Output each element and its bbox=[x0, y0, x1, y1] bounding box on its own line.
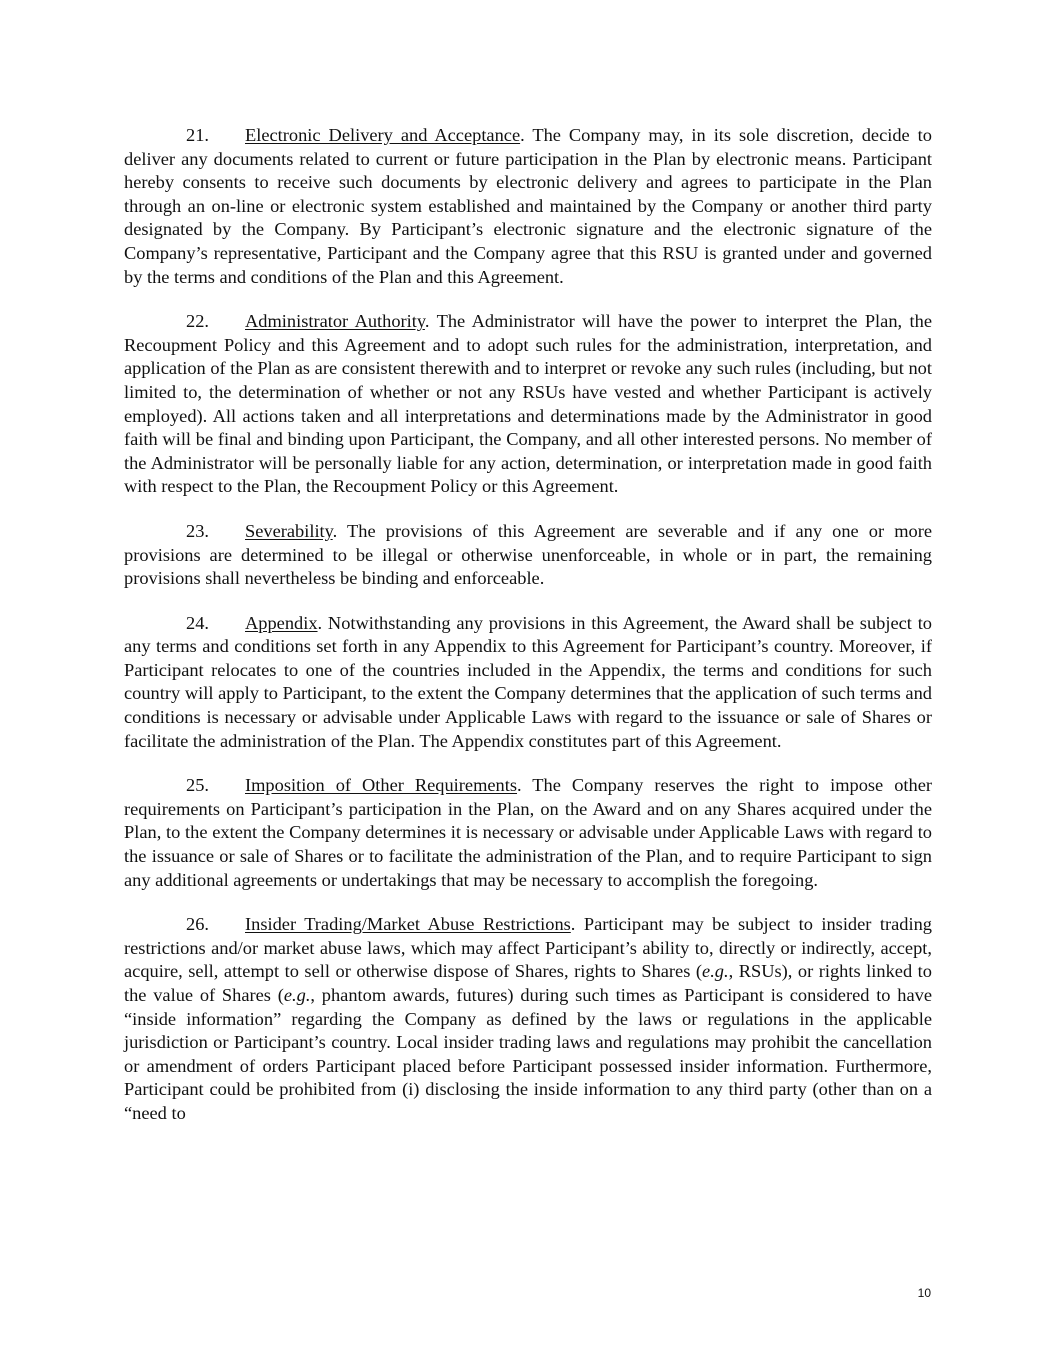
section-number: 22. bbox=[186, 311, 209, 332]
section-24 bbox=[124, 612, 932, 754]
section-body: . The Administrator will have the power to interpret the Plan, the Recoupment Policy and this Agreement and to adopt such rules for the administration, interpretation, and application of the Plan as are consistent therewith and to interpret or revoke any such rules (including, but not limited to, the determination of whether or not any RSUs have vested and whether Participant is actively employed). All actions taken and all interpretations and determinations made by the Administrator in good faith will be final and binding upon Participant, the Company, and all other interested persons. No member of the Administrator will be personally liable for any action, determination, or interpretation made in good faith with respect to the Plan, the Recoupment Policy or this Agreement. bbox=[124, 311, 933, 497]
section-body: . The Company reserves the right to impose other requirements on Participant’s participation in the Plan, on the Award and on any Shares acquired under the Plan, to the extent the Company determines it is necessary or advisable under Applicable Laws with regard to the issuance or sale of Shares or to facilitate the administration of the Plan, and to require Participant to sign any additional agreements or undertakings that may be necessary to accomplish the foregoing. bbox=[124, 775, 932, 890]
section-body: . Notwithstanding any provisions in this Agreement, the Award shall be subject to any terms and conditions set forth in any Appendix to this Agreement for Participant’s country. Moreover, if Participant relocates to one of the countries included in the Appendix, the terms and conditions for such country will apply to Participant, to the extent the Company determines that the application of such terms and conditions is necessary or advisable under Applicable Laws with regard to the issuance or sale of Shares or facilitate the administration of the Plan. The Appendix constitutes part of this Agreement. bbox=[124, 612, 932, 751]
page-number: 10 bbox=[917, 1286, 931, 1300]
italic-eg: e.g. bbox=[283, 985, 311, 1005]
section-23 bbox=[124, 520, 932, 591]
section-number: 26. bbox=[186, 914, 209, 935]
section-heading: Severability bbox=[245, 520, 333, 541]
section-heading: Administrator Authority bbox=[245, 311, 425, 332]
section-body: . The provisions of this Agreement are severable and if any one or more provisions are determined to be illegal or otherwise unenforceable, in whole or in part, the remaining provisions shall nevertheless be binding and enforceable. bbox=[124, 520, 932, 589]
section-heading: Imposition of Other Requirements bbox=[245, 775, 518, 796]
italic-eg: e.g. bbox=[702, 961, 729, 982]
section-number: 21. bbox=[186, 125, 209, 145]
section-body-part: , phantom awards, futures) during such times as Participant is considered to have “inside information” regarding the Company as defined by the laws or regulations in the applicable jurisdiction or Participant’s country. Local insider trading laws and regulations may prohibit the cancellation or amendment of orders Participant placed before Participant possessed insider information. Furthermore, Participant could be prohibited from (i) disclosing the inside information to any third party (other than on a “need to bbox=[124, 985, 932, 1123]
section-22 bbox=[124, 310, 932, 499]
section-26 bbox=[124, 913, 932, 1125]
section-heading: Insider Trading/Market Abuse Restrictions bbox=[245, 914, 571, 935]
section-heading: Electronic Delivery and Acceptance bbox=[245, 125, 521, 145]
section-body: . The Company may, in its sole discretion, decide to deliver any documents related to current or future participation in the Plan by electronic means. Participant hereby consents to receive such documents by electronic delivery and agrees to participate in the Plan through an on-line or electronic system established and maintained by the Company or another third party designated by the Company. By Participant’s electronic signature and the electronic signature of the Company’s representative, Participant and the Company agree that this RSU is granted under and governed by the terms and conditions of the Plan and this Agreement. bbox=[124, 125, 932, 287]
section-25 bbox=[124, 774, 932, 892]
section-number: 24. bbox=[186, 612, 209, 633]
section-heading: Appendix bbox=[245, 612, 318, 633]
section-body-part: . Participant may be subject to insider trading restrictions and/or market abuse laws, which may affect Participant’s ability to, directly or indirectly, accept, acquire, sell, attempt to sell or otherwise dispose of Shares, rights to Shares ( bbox=[124, 914, 932, 982]
section-number: 25. bbox=[186, 775, 209, 796]
section-number: 23. bbox=[186, 520, 209, 541]
section-body-part: , RSUs), or rights linked to the value of Shares ( bbox=[124, 961, 932, 1005]
section-21 bbox=[124, 124, 932, 289]
document-page bbox=[124, 124, 932, 1147]
